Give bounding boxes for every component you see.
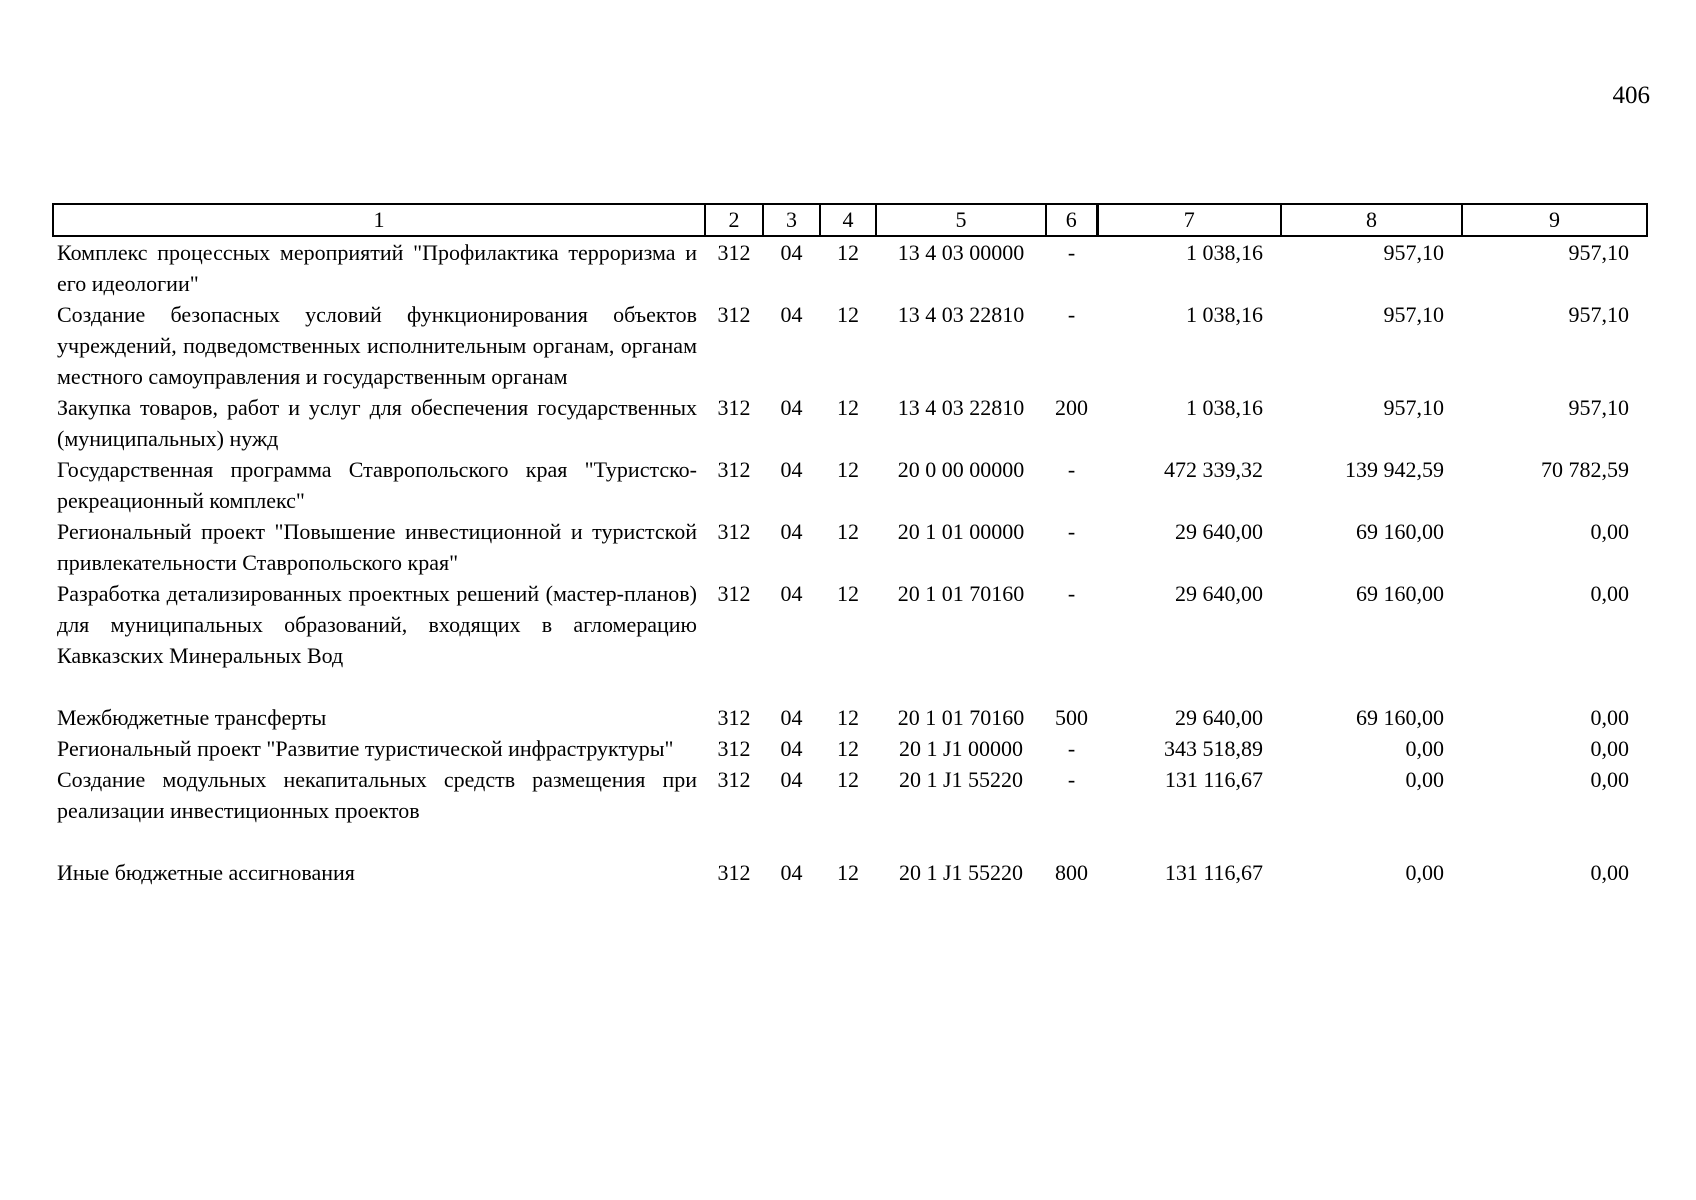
cell-target: 13 4 03 22810 bbox=[897, 395, 1025, 420]
cell-target: 20 1 01 70160 bbox=[897, 705, 1025, 730]
table-row bbox=[53, 578, 1647, 702]
column-header: 4 bbox=[820, 204, 876, 236]
cell-target: 20 1 01 00000 bbox=[897, 519, 1025, 544]
cell-section: 04 bbox=[780, 395, 803, 420]
cell-amount-7: 472 339,32 bbox=[1164, 457, 1263, 482]
cell-type: - bbox=[1067, 240, 1076, 265]
cell-type: 200 bbox=[1055, 395, 1088, 420]
cell-subsection: 12 bbox=[837, 395, 859, 420]
cell-code: 312 bbox=[717, 767, 751, 792]
cell-type: - bbox=[1067, 581, 1076, 606]
cell-type: - bbox=[1067, 519, 1076, 544]
cell-amount-8: 0,00 bbox=[1405, 860, 1444, 885]
cell-type: 800 bbox=[1055, 860, 1088, 885]
cell-amount-8: 0,00 bbox=[1405, 767, 1444, 792]
cell-amount-8: 957,10 bbox=[1383, 240, 1444, 265]
cell-code: 312 bbox=[717, 581, 751, 606]
cell-code: 312 bbox=[717, 457, 751, 482]
cell-section: 04 bbox=[780, 240, 803, 265]
page-number: 406 bbox=[1612, 82, 1650, 109]
cell-type: - bbox=[1067, 767, 1076, 792]
cell-code: 312 bbox=[717, 395, 751, 420]
row-name: Межбюджетные трансферты bbox=[57, 705, 327, 730]
table-row bbox=[53, 299, 1647, 392]
cell-subsection: 12 bbox=[837, 302, 859, 327]
cell-amount-9: 0,00 bbox=[1590, 860, 1629, 885]
row-name: Государственная программа Ставропольского края "Туристско-рекреационный комплекс" bbox=[57, 457, 697, 513]
cell-code: 312 bbox=[717, 736, 751, 761]
cell-section: 04 bbox=[780, 860, 803, 885]
cell-amount-9: 0,00 bbox=[1590, 519, 1629, 544]
cell-amount-7: 131 116,67 bbox=[1164, 860, 1263, 885]
table-row bbox=[53, 764, 1647, 857]
table-row bbox=[53, 516, 1647, 578]
cell-subsection: 12 bbox=[837, 457, 859, 482]
column-header: 7 bbox=[1097, 204, 1281, 236]
cell-amount-9: 0,00 bbox=[1590, 736, 1629, 761]
cell-target: 13 4 03 00000 bbox=[897, 240, 1025, 265]
cell-section: 04 bbox=[780, 581, 803, 606]
budget-table bbox=[52, 203, 1648, 888]
cell-amount-7: 1 038,16 bbox=[1186, 302, 1263, 327]
cell-amount-9: 70 782,59 bbox=[1541, 457, 1629, 482]
cell-subsection: 12 bbox=[837, 519, 859, 544]
cell-amount-7: 29 640,00 bbox=[1175, 519, 1263, 544]
row-name: Иные бюджетные ассигнования bbox=[57, 860, 355, 885]
cell-amount-7: 1 038,16 bbox=[1186, 395, 1263, 420]
row-name: Региональный проект "Повышение инвестиционной и туристской привлекательности Ставропольского края" bbox=[57, 519, 697, 575]
column-header: 8 bbox=[1281, 204, 1462, 236]
cell-target: 20 1 01 70160 bbox=[897, 581, 1025, 606]
column-header: 6 bbox=[1046, 204, 1097, 236]
row-name: Разработка детализированных проектных решений (мастер-планов) для муниципальных образований, входящих в агломерацию Кавказских Минеральных Вод bbox=[57, 581, 697, 668]
cell-amount-9: 0,00 bbox=[1590, 767, 1629, 792]
cell-section: 04 bbox=[780, 767, 803, 792]
table-row bbox=[53, 236, 1647, 299]
cell-code: 312 bbox=[717, 302, 751, 327]
cell-amount-7: 343 518,89 bbox=[1164, 736, 1263, 761]
cell-amount-7: 1 038,16 bbox=[1186, 240, 1263, 265]
cell-section: 04 bbox=[780, 705, 803, 730]
row-name: Региональный проект "Развитие туристической инфраструктуры" bbox=[57, 736, 674, 761]
cell-amount-7: 29 640,00 bbox=[1175, 581, 1263, 606]
cell-amount-9: 957,10 bbox=[1568, 395, 1629, 420]
cell-section: 04 bbox=[780, 457, 803, 482]
cell-amount-9: 957,10 bbox=[1568, 240, 1629, 265]
column-header: 5 bbox=[876, 204, 1046, 236]
cell-type: 500 bbox=[1055, 705, 1088, 730]
cell-target: 20 1 J1 55220 bbox=[898, 860, 1024, 885]
cell-amount-8: 69 160,00 bbox=[1356, 581, 1444, 606]
table-row bbox=[53, 857, 1647, 888]
cell-target: 13 4 03 22810 bbox=[897, 302, 1025, 327]
cell-amount-8: 957,10 bbox=[1383, 302, 1444, 327]
column-header: 1 bbox=[53, 204, 705, 236]
cell-amount-9: 957,10 bbox=[1568, 302, 1629, 327]
row-name: Создание безопасных условий функционирования объектов учреждений, подведомственных исполнительным органам, органам местного самоуправления и государственным органам bbox=[57, 302, 697, 389]
row-name: Закупка товаров, работ и услуг для обеспечения государственных (муниципальных) нужд bbox=[57, 395, 697, 451]
cell-amount-8: 957,10 bbox=[1383, 395, 1444, 420]
cell-amount-8: 0,00 bbox=[1405, 736, 1444, 761]
header-row bbox=[53, 204, 1647, 236]
cell-type: - bbox=[1067, 302, 1076, 327]
cell-code: 312 bbox=[717, 860, 751, 885]
column-header: 3 bbox=[763, 204, 820, 236]
cell-section: 04 bbox=[780, 519, 803, 544]
cell-subsection: 12 bbox=[837, 705, 859, 730]
table-row bbox=[53, 733, 1647, 764]
cell-code: 312 bbox=[717, 240, 751, 265]
cell-section: 04 bbox=[780, 736, 803, 761]
row-name: Комплекс процессных мероприятий "Профилактика терроризма и его идеологии" bbox=[57, 240, 697, 296]
cell-subsection: 12 bbox=[837, 581, 859, 606]
column-header: 9 bbox=[1462, 204, 1647, 236]
cell-subsection: 12 bbox=[837, 736, 859, 761]
row-name: Создание модульных некапитальных средств размещения при реализации инвестиционных проектов bbox=[57, 767, 697, 823]
cell-amount-9: 0,00 bbox=[1590, 581, 1629, 606]
cell-code: 312 bbox=[717, 519, 751, 544]
cell-subsection: 12 bbox=[837, 767, 859, 792]
cell-target: 20 1 J1 55220 bbox=[898, 767, 1024, 792]
cell-section: 04 bbox=[780, 302, 803, 327]
column-header: 2 bbox=[705, 204, 763, 236]
cell-amount-9: 0,00 bbox=[1590, 705, 1629, 730]
cell-code: 312 bbox=[717, 705, 751, 730]
cell-amount-8: 139 942,59 bbox=[1345, 457, 1444, 482]
cell-amount-8: 69 160,00 bbox=[1356, 705, 1444, 730]
cell-amount-8: 69 160,00 bbox=[1356, 519, 1444, 544]
table-row bbox=[53, 702, 1647, 733]
cell-type: - bbox=[1067, 457, 1076, 482]
cell-subsection: 12 bbox=[837, 860, 859, 885]
cell-subsection: 12 bbox=[837, 240, 859, 265]
cell-type: - bbox=[1067, 736, 1076, 761]
cell-amount-7: 131 116,67 bbox=[1164, 767, 1263, 792]
cell-target: 20 0 00 00000 bbox=[897, 457, 1025, 482]
cell-target: 20 1 J1 00000 bbox=[898, 736, 1024, 761]
cell-amount-7: 29 640,00 bbox=[1175, 705, 1263, 730]
table-row bbox=[53, 392, 1647, 454]
table-row bbox=[53, 454, 1647, 516]
